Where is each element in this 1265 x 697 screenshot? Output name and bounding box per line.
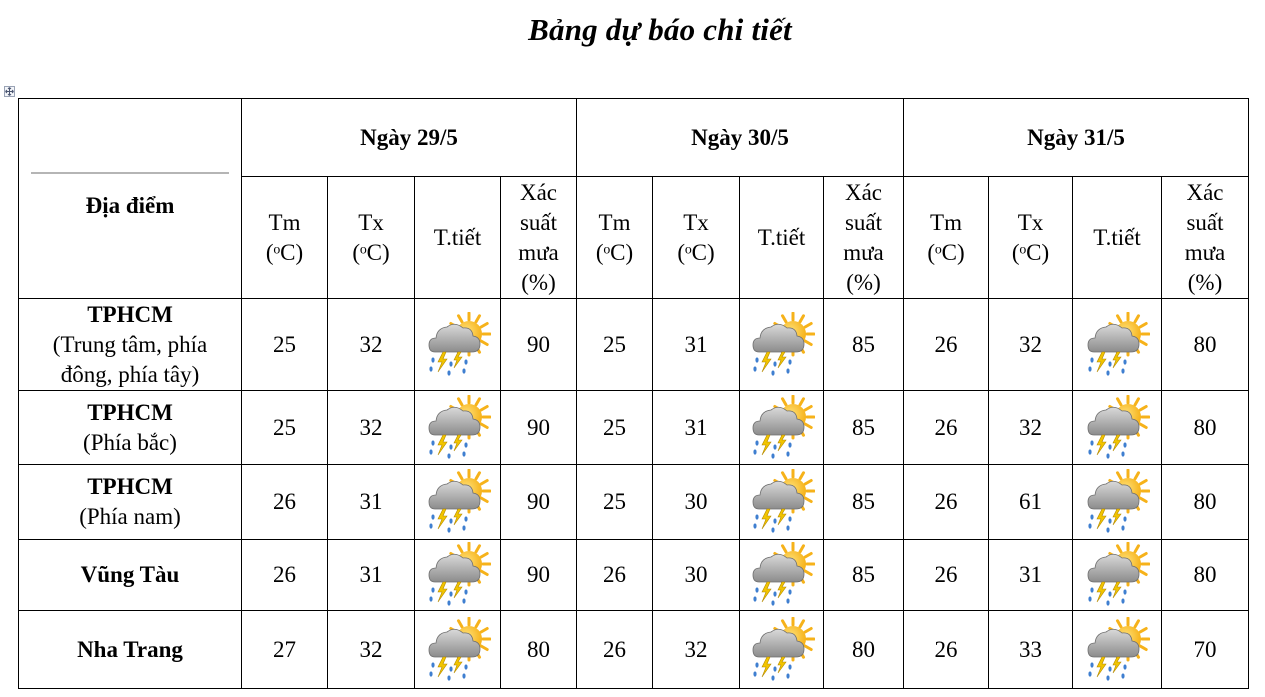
thunderstorm-partly-sunny-icon bbox=[425, 469, 491, 535]
min-temp-cell: 25 bbox=[577, 465, 653, 540]
tx-header-line: (ᵒC) bbox=[352, 239, 390, 265]
rain-probability-header-line: mưa bbox=[1184, 239, 1226, 265]
location-name: Vũng Tàu bbox=[80, 562, 180, 587]
weather-header-line: T.tiết bbox=[757, 224, 806, 250]
rain-probability-header-line: Xác bbox=[1186, 179, 1224, 205]
location-header-cell bbox=[19, 99, 242, 299]
tx-header-line: Tx bbox=[683, 209, 709, 235]
min-temp-cell: 26 bbox=[577, 611, 653, 689]
location-cell bbox=[19, 611, 242, 689]
rain-probability-cell: 85 bbox=[824, 540, 904, 611]
rain-probability-header bbox=[824, 177, 904, 299]
location-cell bbox=[19, 391, 242, 465]
weather-cell bbox=[415, 391, 501, 465]
min-temp-cell: 26 bbox=[577, 540, 653, 611]
rain-probability-header-line: (%) bbox=[846, 269, 881, 295]
thunderstorm-partly-sunny-icon bbox=[425, 542, 491, 608]
location-cell bbox=[19, 540, 242, 611]
tx-header-line: Tx bbox=[358, 209, 384, 235]
location-note: (Phía bắc) bbox=[83, 429, 177, 455]
day-header-31: Ngày 31/5 bbox=[904, 99, 1249, 177]
min-temp-cell: 26 bbox=[904, 540, 989, 611]
min-temp-cell: 26 bbox=[904, 391, 989, 465]
thunderstorm-partly-sunny-icon bbox=[1084, 395, 1150, 461]
tx-header-line: Tx bbox=[1017, 209, 1044, 235]
max-temp-cell: 32 bbox=[989, 391, 1073, 465]
rain-probability-cell: 85 bbox=[824, 299, 904, 391]
tx-header bbox=[989, 177, 1073, 299]
max-temp-cell: 31 bbox=[989, 540, 1073, 611]
thunderstorm-partly-sunny-icon bbox=[749, 312, 815, 378]
rain-probability-cell: 80 bbox=[1162, 465, 1249, 540]
rain-probability-cell: 80 bbox=[501, 611, 577, 689]
tm-header-line: Tm bbox=[598, 209, 631, 235]
max-temp-cell: 31 bbox=[328, 540, 415, 611]
forecast-table bbox=[18, 98, 1249, 689]
weather-cell bbox=[740, 391, 824, 465]
weather-cell bbox=[415, 465, 501, 540]
tx-header bbox=[328, 177, 415, 299]
max-temp-cell: 32 bbox=[328, 391, 415, 465]
rain-probability-header-line: (%) bbox=[1187, 269, 1223, 295]
table-move-handle-icon[interactable] bbox=[4, 86, 15, 97]
day-header-30: Ngày 30/5 bbox=[577, 99, 904, 177]
thunderstorm-partly-sunny-icon bbox=[749, 469, 815, 535]
rain-probability-header-line: mưa bbox=[518, 239, 559, 265]
weather-cell bbox=[1073, 611, 1162, 689]
rain-probability-cell: 90 bbox=[501, 391, 577, 465]
tx-header bbox=[653, 177, 740, 299]
day-header-29: Ngày 29/5 bbox=[242, 99, 577, 177]
location-note: (Trung tâm, phía đông, phía tây) bbox=[52, 331, 208, 387]
max-temp-cell: 30 bbox=[653, 540, 740, 611]
weather-header bbox=[1073, 177, 1162, 299]
min-temp-cell: 26 bbox=[242, 465, 328, 540]
rain-probability-header-line: suất bbox=[1186, 209, 1224, 235]
min-temp-cell: 26 bbox=[242, 540, 328, 611]
rain-probability-cell: 90 bbox=[501, 540, 577, 611]
min-temp-cell: 26 bbox=[904, 299, 989, 391]
max-temp-cell: 32 bbox=[328, 299, 415, 391]
rain-probability-cell: 80 bbox=[1162, 391, 1249, 465]
tm-header-line: (ᵒC) bbox=[265, 239, 304, 265]
rain-probability-cell: 80 bbox=[1162, 299, 1249, 391]
thunderstorm-partly-sunny-icon bbox=[1084, 469, 1150, 535]
weather-cell bbox=[1073, 391, 1162, 465]
weather-header-line: T.tiết bbox=[1093, 224, 1141, 250]
max-temp-cell: 32 bbox=[328, 611, 415, 689]
thunderstorm-partly-sunny-icon bbox=[1084, 312, 1150, 378]
rain-probability-header-line: mưa bbox=[843, 239, 884, 265]
weather-cell bbox=[415, 540, 501, 611]
rain-probability-header-line: Xác bbox=[519, 179, 558, 205]
rain-probability-header-line: suất bbox=[519, 209, 558, 235]
rain-probability-cell: 80 bbox=[824, 611, 904, 689]
page-title: Bảng dự báo chi tiết bbox=[528, 12, 792, 47]
tm-header bbox=[904, 177, 989, 299]
thunderstorm-partly-sunny-icon bbox=[749, 542, 815, 608]
tm-header-line: (ᵒC) bbox=[595, 239, 634, 265]
max-temp-cell: 33 bbox=[989, 611, 1073, 689]
rain-probability-cell: 85 bbox=[824, 391, 904, 465]
thunderstorm-partly-sunny-icon bbox=[749, 617, 815, 683]
tx-header-line: (ᵒC) bbox=[1011, 239, 1050, 265]
rain-probability-header bbox=[1162, 177, 1249, 299]
max-temp-cell: 30 bbox=[653, 465, 740, 540]
tm-header bbox=[242, 177, 328, 299]
weather-cell bbox=[415, 611, 501, 689]
weather-cell bbox=[1073, 465, 1162, 540]
max-temp-cell: 31 bbox=[653, 299, 740, 391]
location-name: TPHCM bbox=[87, 474, 173, 499]
day-header-row bbox=[19, 99, 1249, 177]
rain-probability-header-line: (%) bbox=[521, 269, 556, 295]
weather-header bbox=[740, 177, 824, 299]
header-divider-line bbox=[31, 172, 229, 174]
max-temp-cell: 32 bbox=[653, 611, 740, 689]
table-row bbox=[19, 540, 1249, 611]
rain-probability-cell: 80 bbox=[1162, 540, 1249, 611]
location-header: Địa điểm bbox=[85, 192, 175, 218]
min-temp-cell: 25 bbox=[577, 391, 653, 465]
max-temp-cell: 31 bbox=[328, 465, 415, 540]
weather-cell bbox=[1073, 299, 1162, 391]
min-temp-cell: 26 bbox=[904, 465, 989, 540]
thunderstorm-partly-sunny-icon bbox=[425, 395, 491, 461]
location-note: (Phía nam) bbox=[79, 504, 181, 529]
table-row bbox=[19, 299, 1249, 391]
rain-probability-header-line: Xác bbox=[844, 179, 883, 205]
weather-header bbox=[415, 177, 501, 299]
location-name: TPHCM bbox=[87, 301, 173, 327]
min-temp-cell: 25 bbox=[242, 299, 328, 391]
rain-probability-cell: 90 bbox=[501, 465, 577, 540]
rain-probability-cell: 90 bbox=[501, 299, 577, 391]
table-row bbox=[19, 611, 1249, 689]
weather-cell bbox=[740, 540, 824, 611]
min-temp-cell: 27 bbox=[242, 611, 328, 689]
thunderstorm-partly-sunny-icon bbox=[1084, 617, 1150, 683]
weather-cell bbox=[415, 299, 501, 391]
tm-header-line: (ᵒC) bbox=[927, 239, 965, 265]
min-temp-cell: 25 bbox=[242, 391, 328, 465]
weather-cell bbox=[740, 465, 824, 540]
tx-header-line: (ᵒC) bbox=[677, 239, 715, 265]
tm-header-line: Tm bbox=[930, 209, 962, 235]
location-name: TPHCM bbox=[87, 399, 173, 425]
min-temp-cell: 25 bbox=[577, 299, 653, 391]
min-temp-cell: 26 bbox=[904, 611, 989, 689]
max-temp-cell: 32 bbox=[989, 299, 1073, 391]
weather-cell bbox=[1073, 540, 1162, 611]
rain-probability-header-line: suất bbox=[844, 209, 883, 235]
max-temp-cell: 31 bbox=[653, 391, 740, 465]
max-temp-cell: 61 bbox=[989, 465, 1073, 540]
thunderstorm-partly-sunny-icon bbox=[425, 617, 491, 683]
location-cell bbox=[19, 465, 242, 540]
weather-cell bbox=[740, 299, 824, 391]
table-row bbox=[19, 391, 1249, 465]
rain-probability-cell: 70 bbox=[1162, 611, 1249, 689]
table-row bbox=[19, 465, 1249, 540]
location-cell bbox=[19, 299, 242, 391]
thunderstorm-partly-sunny-icon bbox=[1084, 542, 1150, 608]
thunderstorm-partly-sunny-icon bbox=[425, 312, 491, 378]
tm-header-line: Tm bbox=[268, 209, 301, 235]
location-name: Nha Trang bbox=[77, 636, 183, 662]
tm-header bbox=[577, 177, 653, 299]
weather-header-line: T.tiết bbox=[433, 224, 482, 250]
weather-cell bbox=[740, 611, 824, 689]
rain-probability-header bbox=[501, 177, 577, 299]
thunderstorm-partly-sunny-icon bbox=[749, 395, 815, 461]
rain-probability-cell: 85 bbox=[824, 465, 904, 540]
